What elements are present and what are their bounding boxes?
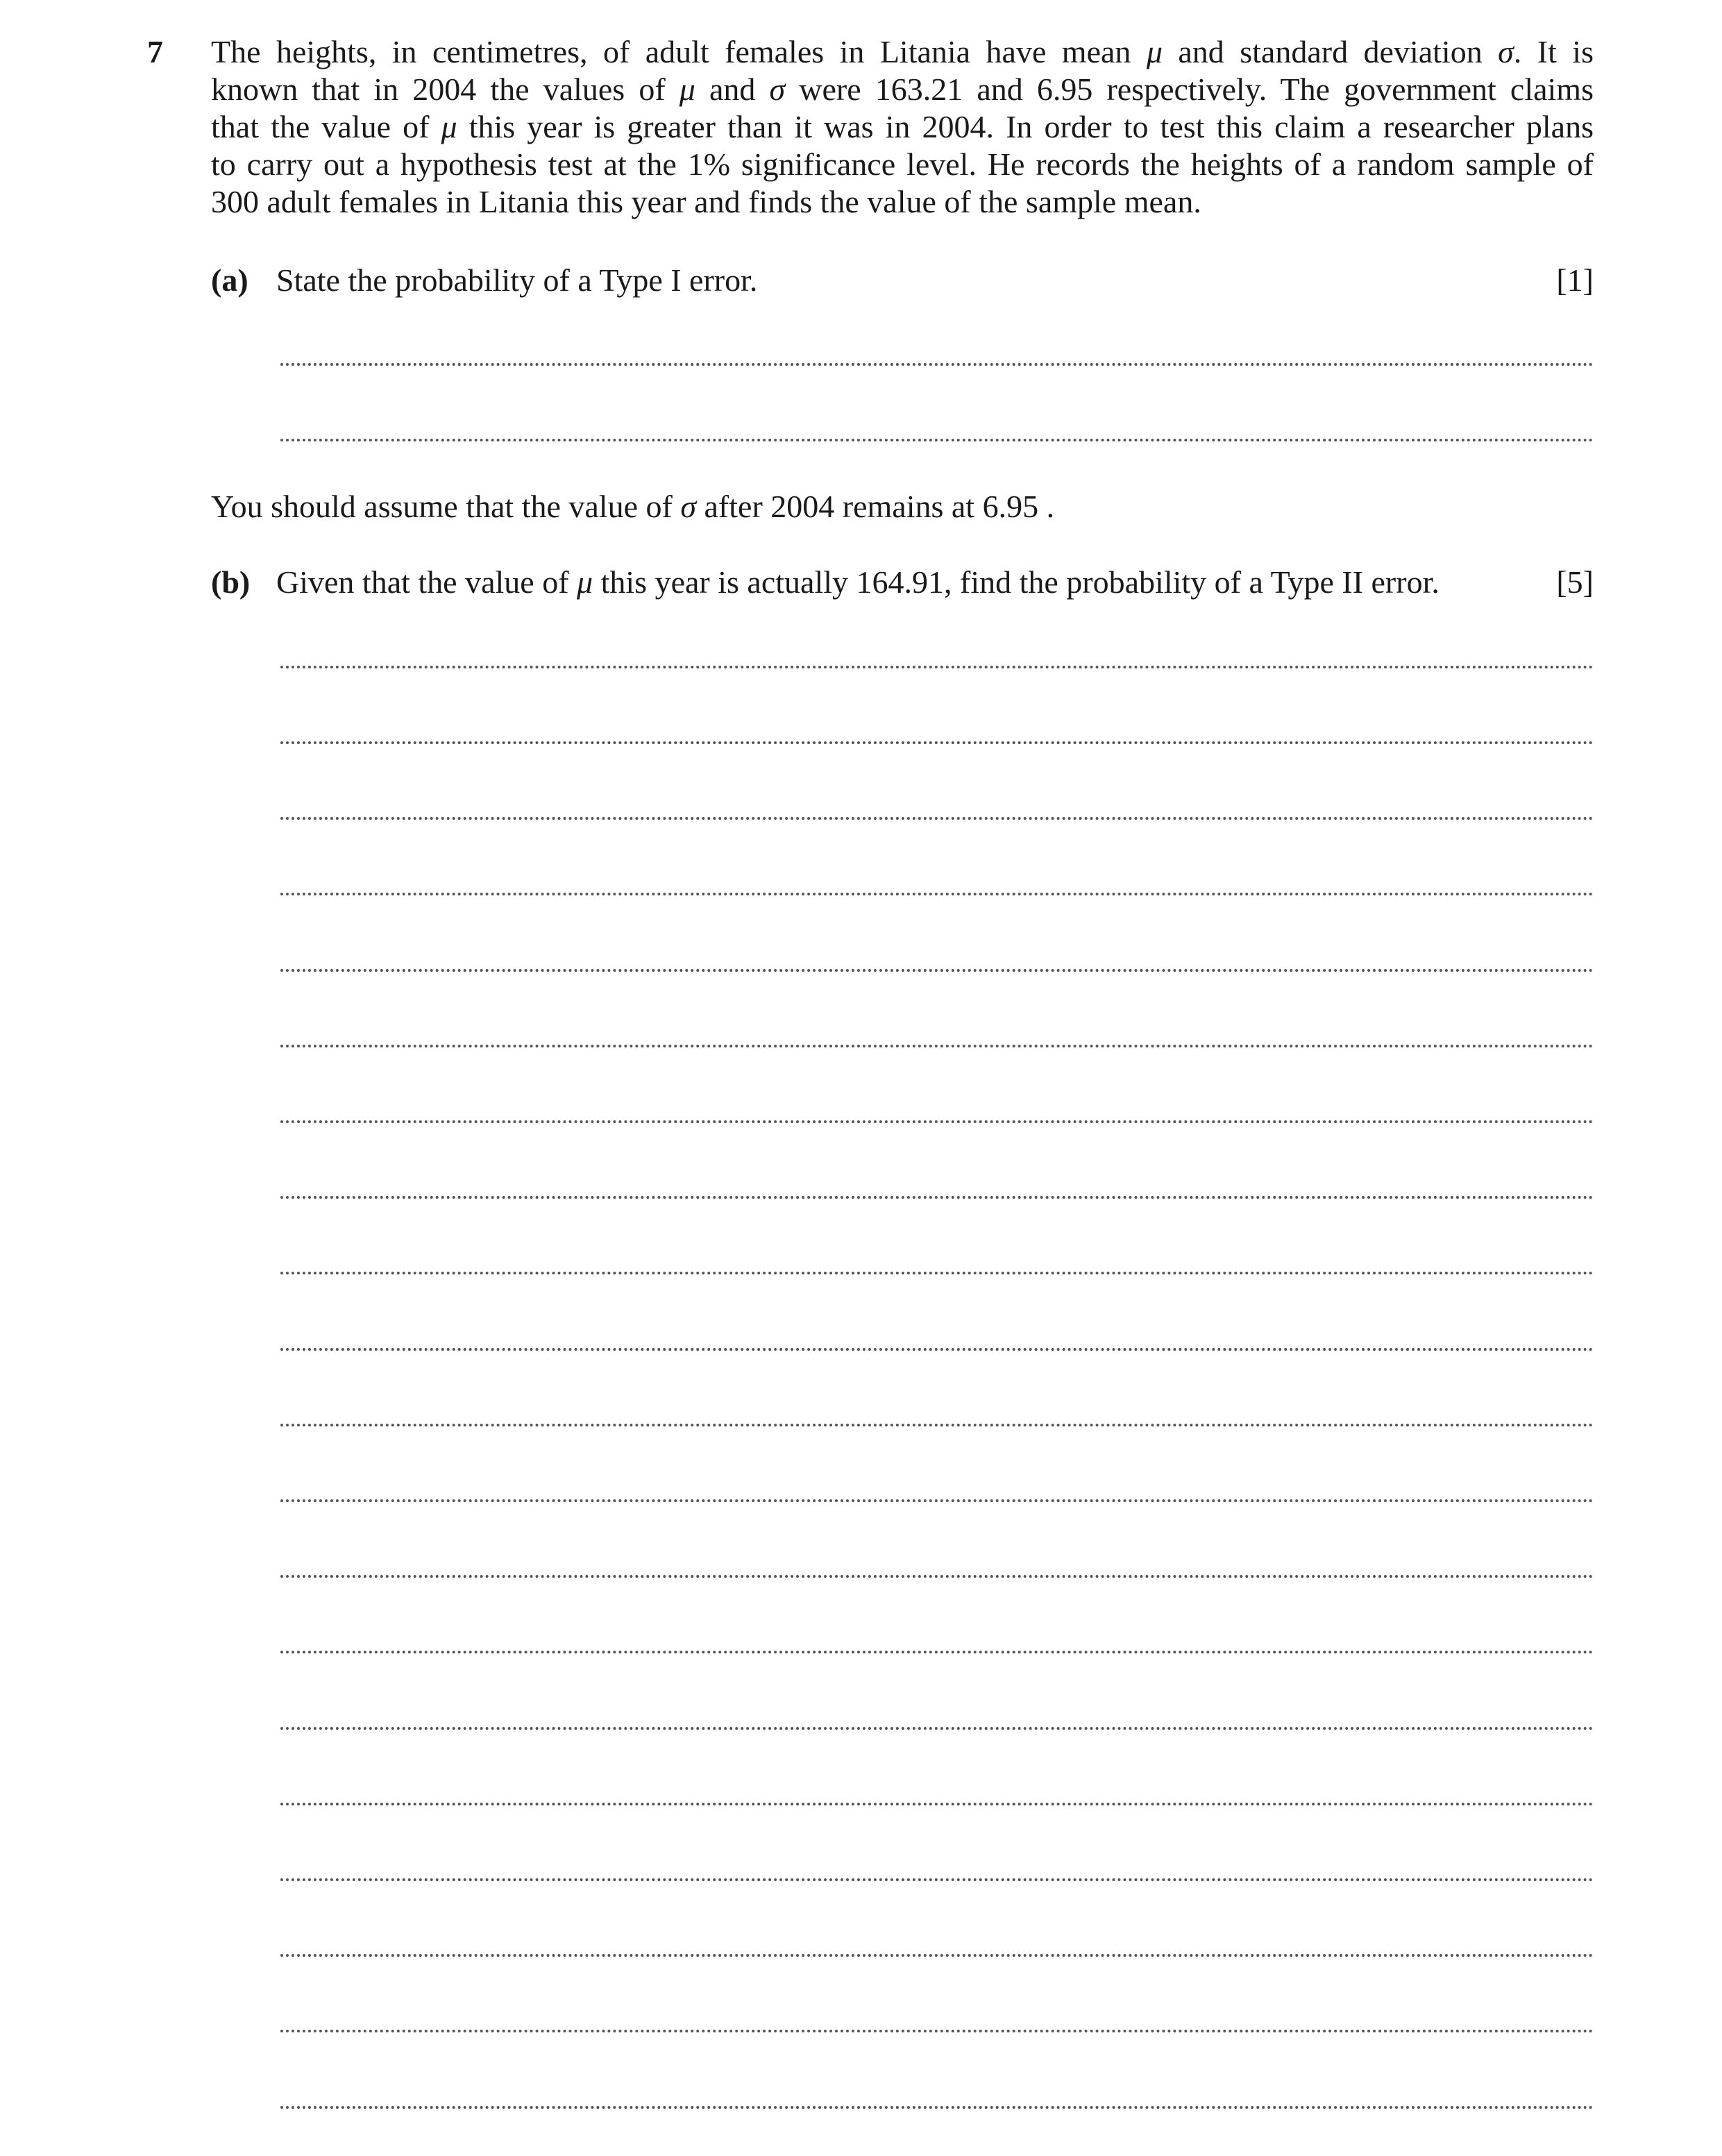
- answer-line[interactable]: [280, 1348, 1594, 1351]
- answer-line[interactable]: [280, 741, 1594, 744]
- stem-line: 300 adult females in Litania this year and finds the value of the sample mean.: [211, 184, 1201, 219]
- stem-line: to carry out a hypothesis test at the 1% significance level. He records the heights of a random sample of: [211, 146, 1594, 182]
- answer-line[interactable]: [280, 1424, 1594, 1426]
- stem-line: that the value of μ this year is greater than it was in 2004. In order to test this claim a researcher plans: [211, 109, 1594, 144]
- answer-line[interactable]: [280, 2106, 1594, 2109]
- answer-line[interactable]: [280, 1272, 1594, 1274]
- stem-line: known that in 2004 the values of μ and σ were 163.21 and 6.95 respectively. The government claims: [211, 71, 1594, 107]
- answer-line[interactable]: [280, 2030, 1594, 2032]
- part-b-text: Given that the value of μ this year is actually 164.91, find the probability of a Type II error.: [276, 564, 1440, 600]
- answer-line[interactable]: [280, 1575, 1594, 1578]
- answer-line[interactable]: [280, 363, 1594, 366]
- part-b-marks: [5]: [1556, 564, 1594, 600]
- answer-line[interactable]: [280, 969, 1594, 972]
- question-number: 7: [147, 34, 163, 69]
- answer-line[interactable]: [280, 893, 1594, 895]
- answer-line[interactable]: [280, 817, 1594, 820]
- question-stem: [211, 33, 1594, 221]
- part-b-label: (b): [211, 564, 251, 600]
- answer-line[interactable]: [280, 1120, 1594, 1123]
- answer-line[interactable]: [280, 1499, 1594, 1502]
- answer-line[interactable]: [280, 439, 1594, 441]
- answer-line[interactable]: [280, 1878, 1594, 1881]
- answer-line[interactable]: [280, 1954, 1594, 1957]
- answer-line[interactable]: [280, 1651, 1594, 1653]
- answer-line[interactable]: [280, 1045, 1594, 1047]
- stem-line: The heights, in centimetres, of adult females in Litania have mean μ and standard deviation σ. It is: [211, 34, 1594, 69]
- part-a-text: State the probability of a Type I error.: [276, 262, 758, 298]
- answer-line[interactable]: [280, 1727, 1594, 1730]
- part-a-label: (a): [211, 262, 248, 298]
- assumption-note: You should assume that the value of σ after 2004 remains at 6.95 .: [211, 489, 1055, 524]
- part-a-marks: [1]: [1556, 262, 1594, 298]
- answer-line[interactable]: [280, 1196, 1594, 1199]
- answer-line[interactable]: [280, 666, 1594, 668]
- answer-line[interactable]: [280, 1803, 1594, 1805]
